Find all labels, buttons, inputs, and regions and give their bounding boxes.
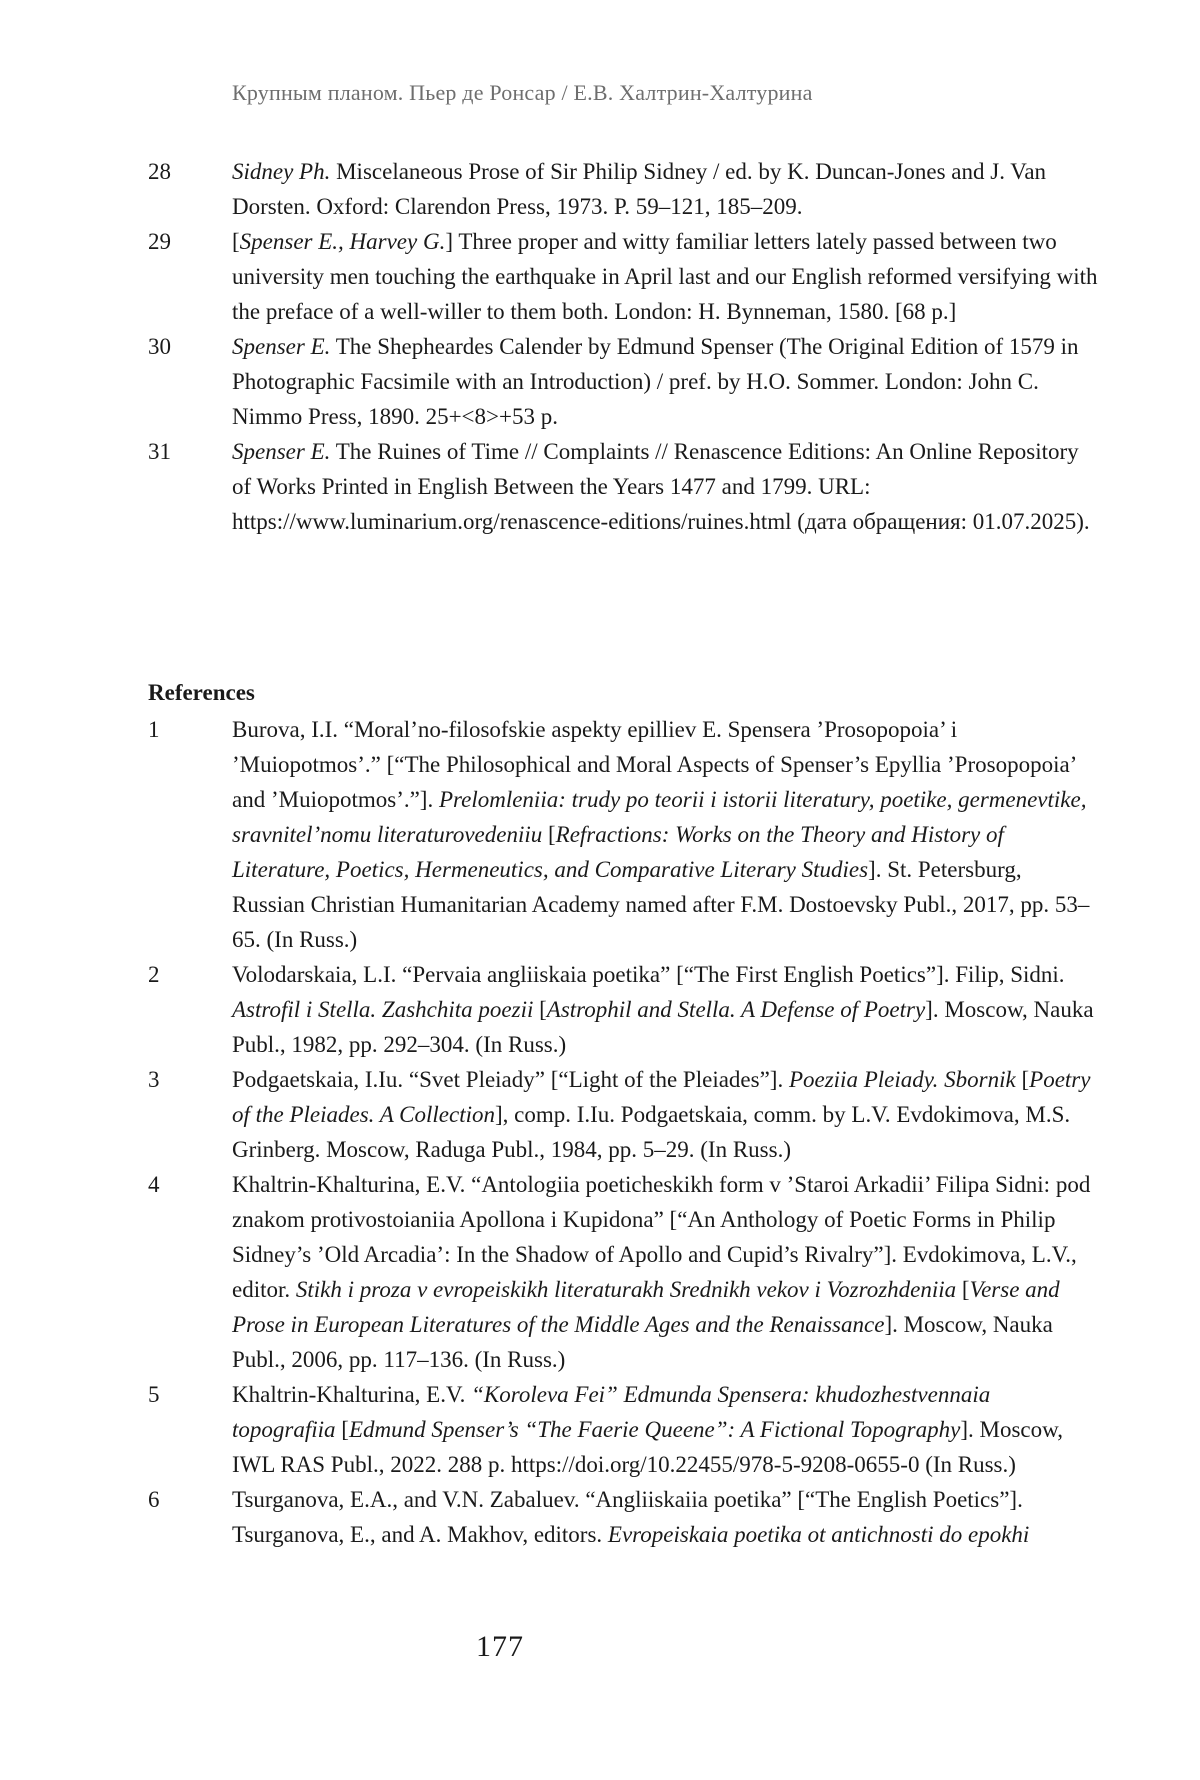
reference-entry [148,957,1098,1062]
note-italic-text: Sidney Ph. [232,159,331,184]
reference-text-run: Burova, I.I. “Moral’no-filosofskie aspekty epilliev E. Spensera ’Prosopopoia’ i ’Muiopotmos’.” [“The Philosophical and Moral Aspects of Spenser’s Epyllia ’Prosopopoia’ and ’Muiopotmos’.”]. [232,717,1076,812]
reference-entry [148,1482,1098,1552]
reference-text [232,1062,1098,1167]
reference-number: 6 [148,1487,160,1512]
reference-text [232,1377,1098,1482]
note-text [232,329,1098,434]
reference-entry [148,1167,1098,1377]
reference-text-run: [ [542,822,556,847]
reference-italic-text: Verse and Prose in European Literatures of the Middle Ages and the Renaissance [232,1277,1060,1337]
reference-text-run: ], comp. I.Iu. Podgaetskaia, comm. by L.V. Evdokimova, M.S. Grinberg. Moscow, Raduga Publ., 1984, pp. 5–29. (In Russ.) [232,1102,1071,1162]
note-text-run: [ [232,229,240,254]
reference-text-run: [ [335,1417,349,1442]
reference-italic-text: Poetry of the Pleiades. A Collection [232,1067,1091,1127]
reference-text-run: Podgaetskaia, I.Iu. “Svet Pleiady” [“Light of the Pleiades”]. [232,1067,789,1092]
reference-text-run: ]. Moscow, Nauka Publ., 2006, pp. 117–136. (In Russ.) [232,1312,1053,1372]
reference-text-run: Volodarskaia, L.I. “Pervaia angliiskaia poetika” [“The First English Poetics”]. Filip, Sidni. [232,962,1065,987]
note-number: 30 [148,334,171,359]
reference-italic-text: Edmund Spenser’s “The Faerie Queene”: A Fictional Topography [348,1417,961,1442]
reference-text-run: ]. St. Petersburg, Russian Christian Humanitarian Academy named after F.M. Dostoevsky Publ., 2017, pp. 53–65. (In Russ.) [232,857,1090,952]
references-list [148,712,1098,1552]
notes-list [148,154,1098,539]
reference-text-run: [ [1015,1067,1030,1092]
note-text-run: ] Three proper and witty familiar letters lately passed between two university men touching the earthquake in April last and our English reformed versifying with the preface of a well-willer to them both. London: H. Bynneman, 1580. [68 p.] [232,229,1098,324]
reference-number: 1 [148,717,160,742]
reference-italic-text: Refractions: Works on the Theory and History of Literature, Poetics, Hermeneutics, and Comparative Literary Studies [232,822,1004,882]
reference-text [232,1167,1098,1377]
reference-text-run: ]. Moscow, Nauka Publ., 1982, pp. 292–304. (In Russ.) [232,997,1094,1057]
reference-italic-text: Evropeiskaia poetika ot antichnosti do epokhi [607,1522,1030,1547]
reference-number: 3 [148,1067,160,1092]
reference-italic-text: Prelomleniia: trudy po teorii i istorii literatury, poetike, germenevtike, sravnitel’nomu literaturovedeniiu [232,787,1087,847]
note-entry [148,154,1098,224]
note-text-run: The Ruines of Time // Complaints // Renascence Editions: An Online Repository of Works Printed in English Between the Years 1477 and 1799. URL: https://www.luminarium.org/renascence-editions/ruines.html (дата обращения: 01.07.2025). [232,439,1090,534]
note-italic-text: Spenser E., Harvey G. [239,229,446,254]
reference-text-run: Khaltrin-Khalturina, E.V. “Antologiia poeticheskikh form v ’Staroi Arkadii’ Filipa Sidni: pod znakom protivostoianiia Apollona i Kupidona” [“An Anthology of Poetic Forms in Philip Sidney’s ’Old Arcadia’: In the Shadow of Apollo and Cupid’s Rivalry”]. Evdokimova, L.V., editor. [232,1172,1091,1302]
reference-text-run: [ [533,997,547,1022]
reference-text-run: ]. Moscow, IWL RAS Publ., 2022. 288 p. https://doi.org/10.22455/978-5-9208-0655-0 (In Russ.) [232,1417,1063,1477]
running-head: Крупным планом. Пьер де Ронсар / Е.В. Халтрин-Халтурина [232,80,813,105]
note-number: 29 [148,229,171,254]
note-text-run: The Shepheardes Calender by Edmund Spenser (The Original Edition of 1579 in Photographic Facsimile with an Introduction) / pref. by H.O. Sommer. London: John C. Nimmo Press, 1890. 25+<8>+53 p. [232,334,1079,429]
references-heading: References [148,680,255,705]
reference-number: 4 [148,1172,160,1197]
reference-text [232,712,1098,957]
reference-italic-text: “Koroleva Fei” Edmunda Spensera: khudozhestvennaia topografiia [232,1382,991,1442]
note-text [232,154,1098,224]
note-number: 31 [148,439,171,464]
note-entry [148,434,1098,539]
note-entry [148,329,1098,434]
reference-text-run: [ [956,1277,970,1302]
reference-italic-text: Astrofil i Stella. Zashchita poezii [232,997,534,1022]
note-number: 28 [148,159,171,184]
reference-number: 2 [148,962,160,987]
note-text [232,224,1098,329]
note-italic-text: Spenser E. [232,439,331,464]
note-italic-text: Spenser E. [232,334,331,359]
reference-text-run: Khaltrin-Khalturina, E.V. [232,1382,472,1407]
note-entry [148,224,1098,329]
reference-text-run: Tsurganova, E.A., and V.N. Zabaluev. “Angliiskaiia poetika” [“The English Poetics”]. Tsurganova, E., and A. Makhov, editors. [232,1487,1023,1547]
page-number: 177 [476,1630,524,1663]
note-text-run: Miscelaneous Prose of Sir Philip Sidney / ed. by K. Duncan-Jones and J. Van Dorsten. Oxford: Clarendon Press, 1973. P. 59–121, 185–209. [232,159,1047,219]
reference-italic-text: Stikh i proza v evropeiskikh literaturakh Srednikh vekov i Vozrozhdeniia [295,1277,957,1302]
reference-entry [148,712,1098,957]
reference-text [232,1482,1098,1552]
reference-italic-text: Poeziia Pleiady. Sbornik [788,1067,1016,1092]
reference-entry [148,1377,1098,1482]
note-text [232,434,1098,539]
reference-entry [148,1062,1098,1167]
reference-text [232,957,1098,1062]
reference-italic-text: Astrophil and Stella. A Defense of Poetry [546,997,926,1022]
reference-number: 5 [148,1382,160,1407]
